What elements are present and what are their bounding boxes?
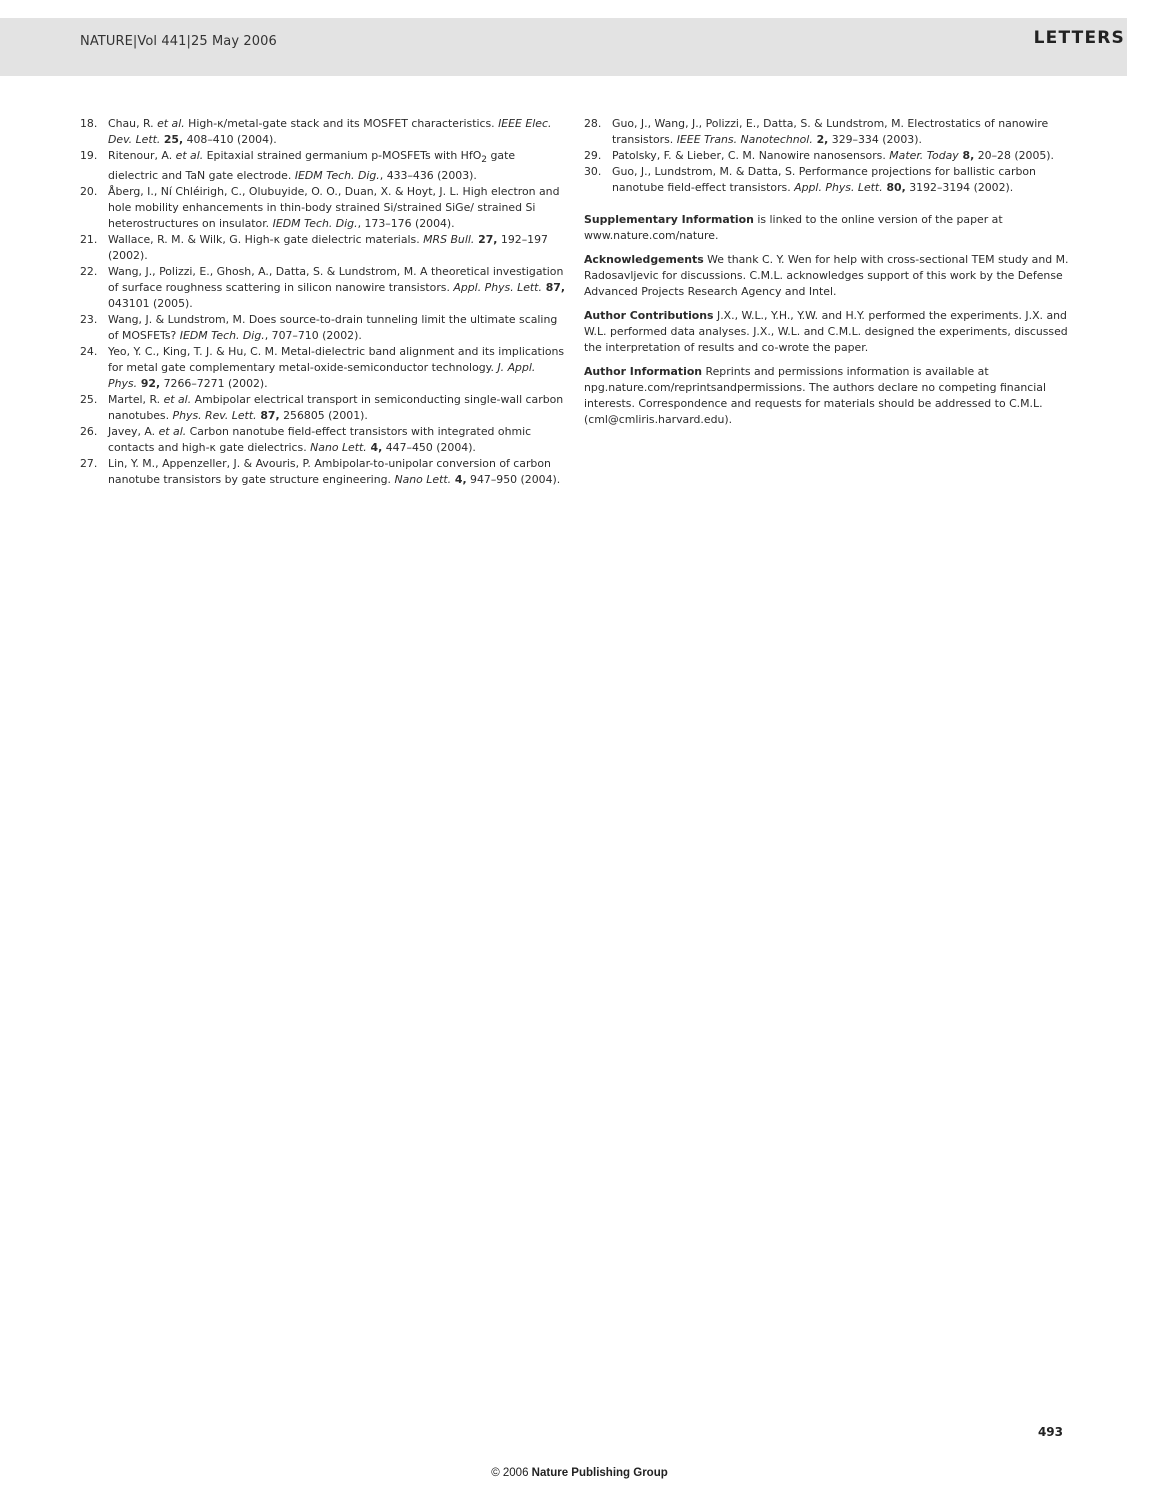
- reference-authors: Åberg, I., Ní Chléirigh, C., Olubuyide, O. O., Duan, X. & Hoyt, J. L. High electron and hole mobility enhancements in thin-body strained Si/strained SiGe/ strained Si heterostructures on insulator.: [108, 185, 560, 231]
- reference-volume: 92,: [137, 377, 161, 391]
- reference-title: Carbon nanotube field-effect transistors with integrated ohmic contacts and high-κ gate dielectrics.: [108, 425, 532, 455]
- author-contributions-heading: Author Contributions: [584, 309, 714, 322]
- reference-pages: 043101 (2005).: [108, 297, 193, 311]
- references-column-left: [80, 116, 565, 488]
- reference-authors: Ritenour, A.: [108, 149, 176, 162]
- reference-number: 18.: [80, 117, 98, 130]
- acknowledgements-text: We thank C. Y. Wen for help with cross-sectional TEM study and M. Radosavljevic for discussions. C.M.L. acknowledges support of this work by the Defense Advanced Projects Research Agency and Intel.: [584, 253, 1069, 298]
- reference-authors: Wang, J., Polizzi, E., Ghosh, A., Datta, S. & Lundstrom, M. A theoretical investigation of surface roughness scattering in silicon nanowire transistors.: [108, 265, 564, 295]
- reference-title-continued: gate dielectric and TaN gate electrode.: [108, 149, 516, 183]
- reference-authors: Wang, J. & Lundstrom, M. Does source-to-drain tunneling limit the ultimate scaling of MOSFETs?: [108, 313, 558, 343]
- reference-journal: IEEE Elec. Dev. Lett.: [108, 117, 552, 146]
- reference-pages: 3192–3194 (2002).: [905, 181, 1014, 194]
- reference-authors: Javey, A.: [108, 425, 159, 439]
- reference-authors: Guo, J., Lundstrom, M. & Datta, S. Performance projections for ballistic carbon nanotube field-effect transistors.: [612, 165, 1036, 194]
- reference-volume: 4,: [451, 473, 467, 487]
- reference-journal: Mater. Today: [889, 149, 959, 162]
- reference-pages: , 433–436 (2003).: [379, 169, 477, 183]
- copyright-holder: Nature Publishing Group: [531, 1467, 668, 1479]
- reference-item: [80, 116, 565, 148]
- reference-journal: IEDM Tech. Dig.: [272, 217, 358, 231]
- reference-list: [584, 116, 1070, 196]
- supplementary-text: is linked to the online version of the paper at www.nature.com/nature.: [584, 213, 1003, 242]
- references-column-right: [584, 116, 1070, 436]
- reference-journal: IEDM Tech. Dig.: [179, 329, 265, 343]
- back-matter: [584, 212, 1070, 428]
- reference-number: 20.: [80, 185, 98, 199]
- reference-journal: J. Appl. Phys.: [108, 361, 536, 391]
- reference-number: 23.: [80, 313, 98, 327]
- reference-volume: 8,: [958, 149, 975, 162]
- reference-volume: 25,: [163, 133, 184, 146]
- reference-item: [584, 164, 1070, 196]
- reference-journal: MRS Bull.: [423, 233, 475, 247]
- reference-number: 28.: [584, 117, 602, 130]
- author-contributions: [584, 308, 1070, 356]
- reference-number: 30.: [584, 165, 602, 178]
- reference-volume: 87,: [256, 409, 280, 423]
- reference-number: 26.: [80, 425, 98, 439]
- reference-item: [80, 312, 565, 344]
- reference-number: 25.: [80, 393, 98, 407]
- reference-authors: Chau, R.: [108, 117, 158, 130]
- reference-item: [80, 456, 565, 488]
- reference-volume: 80,: [882, 181, 906, 194]
- reference-item: [80, 424, 565, 456]
- reference-number: 29.: [584, 149, 602, 162]
- reference-number: 21.: [80, 233, 98, 247]
- reference-authors: Yeo, Y. C., King, T. J. & Hu, C. M. Metal-dielectric band alignment and its implications for metal gate complementary metal-oxide-semiconductor technology.: [108, 345, 565, 375]
- reference-title: Ambipolar electrical transport in semiconducting single-wall carbon nanotubes.: [108, 393, 564, 423]
- reference-list: [80, 116, 565, 488]
- author-information: [584, 364, 1070, 428]
- reference-authors: Lin, Y. M., Appenzeller, J. & Avouris, P. Ambipolar-to-unipolar conversion of carbon nanotube transistors by gate structure engineering.: [108, 457, 551, 487]
- reference-item: [80, 232, 565, 264]
- reference-pages: 256805 (2001).: [279, 409, 368, 423]
- et-al: et al.: [158, 425, 187, 439]
- reference-volume: 27,: [474, 233, 498, 247]
- reference-item: [80, 264, 565, 312]
- reference-journal: IEEE Trans. Nanotechnol.: [676, 133, 813, 146]
- page-number: 493: [1037, 1425, 1063, 1439]
- reference-volume: 87,: [541, 281, 566, 295]
- reference-pages: 447–450 (2004).: [382, 441, 476, 455]
- subscript: 2: [481, 155, 488, 166]
- reference-pages: 7266–7271 (2002).: [160, 377, 268, 391]
- supplementary-heading: Supplementary Information: [584, 213, 754, 226]
- reference-pages: 192–197 (2002).: [108, 233, 548, 263]
- reference-authors: Wallace, R. M. & Wilk, G. High-κ gate dielectric materials.: [108, 233, 424, 247]
- author-information-text: Reprints and permissions information is available at npg.nature.com/reprintsandpermissions. The authors declare no competing financial interests. Correspondence and requests for materials should be addressed to C.M.L. (cml@cmliris.harvard.edu).: [584, 365, 1046, 426]
- supplementary-information: [584, 212, 1070, 244]
- copyright-prefix: © 2006: [491, 1467, 532, 1479]
- section-label: LETTERS: [1033, 28, 1125, 48]
- reference-authors: Guo, J., Wang, J., Polizzi, E., Datta, S. & Lundstrom, M. Electrostatics of nanowire transistors.: [612, 117, 1049, 146]
- journal-citation: NATURE|Vol 441|25 May 2006: [80, 34, 277, 49]
- reference-item: [80, 184, 565, 232]
- copyright-notice: [0, 1467, 1159, 1479]
- reference-pages: 329–334 (2003).: [828, 133, 922, 146]
- reference-pages: , 707–710 (2002).: [264, 329, 362, 343]
- reference-number: 24.: [80, 345, 98, 359]
- reference-journal: IEDM Tech. Dig.: [294, 169, 380, 183]
- reference-pages: 20–28 (2005).: [974, 149, 1055, 162]
- reference-volume: 4,: [366, 441, 383, 455]
- acknowledgements: [584, 252, 1070, 300]
- reference-volume: 2,: [812, 133, 829, 146]
- reference-pages: 408–410 (2004).: [183, 133, 277, 146]
- reference-item: [80, 392, 565, 424]
- reference-item: [80, 148, 565, 184]
- reference-authors: Martel, R.: [108, 393, 164, 407]
- author-information-heading: Author Information: [584, 365, 703, 378]
- et-al: et al.: [157, 117, 185, 130]
- reference-item: [80, 344, 565, 392]
- reference-journal: Nano Lett.: [310, 441, 367, 455]
- reference-journal: Appl. Phys. Lett.: [453, 281, 542, 295]
- et-al: et al.: [175, 149, 204, 162]
- reference-item: [584, 148, 1070, 164]
- reference-number: 27.: [80, 457, 98, 471]
- reference-journal: Appl. Phys. Lett.: [794, 181, 883, 194]
- reference-pages: 947–950 (2004).: [466, 473, 561, 487]
- et-al: et al.: [163, 393, 192, 407]
- reference-journal: Phys. Rev. Lett.: [172, 409, 257, 423]
- reference-title: High-κ/metal-gate stack and its MOSFET characteristics.: [184, 117, 499, 130]
- reference-authors: Patolsky, F. & Lieber, C. M. Nanowire nanosensors.: [612, 149, 890, 162]
- reference-item: [584, 116, 1070, 148]
- author-contributions-text: J.X., W.L., Y.H., Y.W. and H.Y. performed the experiments. J.X. and W.L. performed data analyses. J.X., W.L. and C.M.L. designed the experiments, discussed the interpretation of results and co-wrote the paper.: [584, 309, 1068, 354]
- reference-pages: , 173–176 (2004).: [357, 217, 455, 231]
- reference-number: 19.: [80, 149, 98, 162]
- reference-number: 22.: [80, 265, 98, 279]
- reference-journal: Nano Lett.: [394, 473, 452, 487]
- acknowledgements-heading: Acknowledgements: [584, 253, 704, 266]
- reference-title: Epitaxial strained germanium p-MOSFETs with HfO: [203, 149, 482, 162]
